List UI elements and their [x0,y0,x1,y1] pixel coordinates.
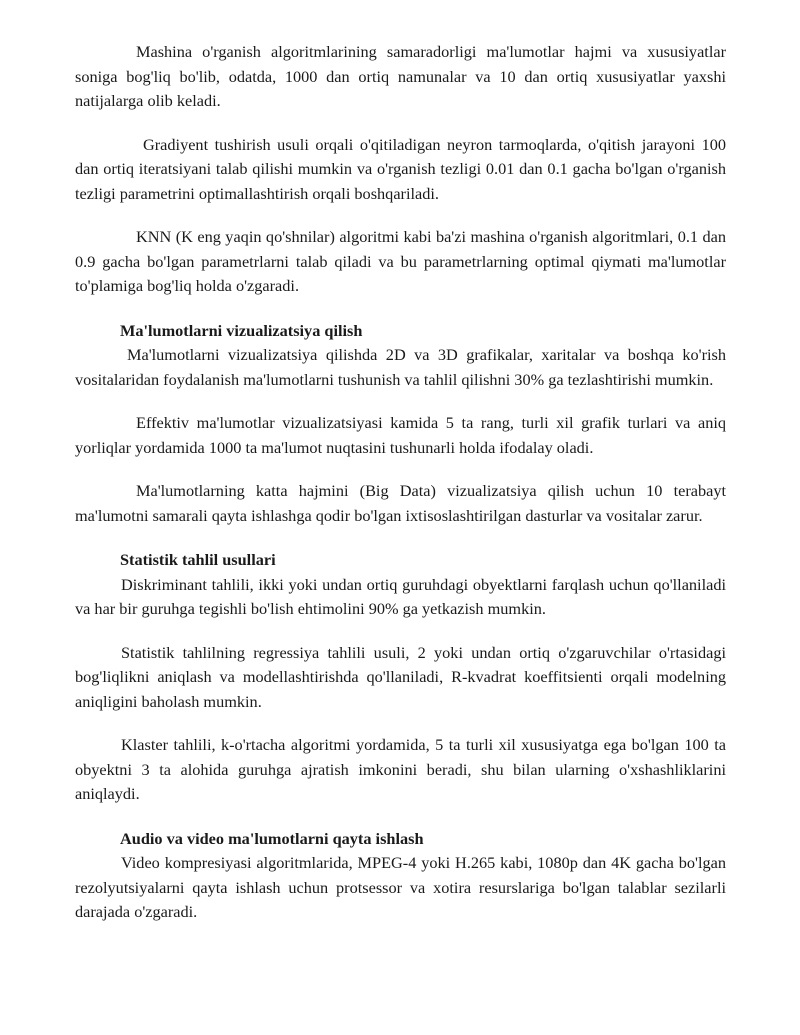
paragraph: Gradiyent tushirish usuli orqali o'qitiladigan neyron tarmoqlarda, o'qitish jarayoni 100 dan ortiq iteratsiyani talab qilishi mumkin va o'rganish tezligi 0.01 dan 0.1 gacha bo'lgan o'rganish tezligi parametrini optimallashtirish orqali boshqariladi. [75,134,726,203]
section-heading: Statistik tahlil usullari [120,550,276,569]
paragraph: Effektiv ma'lumotlar vizualizatsiyasi kamida 5 ta rang, turli xil grafik turlari va aniq yorliqlar yordamida 1000 ta ma'lumot nuqtasini tushunarli holda ifodalay oladi. [75,413,726,457]
section-heading: Audio va video ma'lumotlarni qayta ishlash [120,828,424,848]
paragraph: Mashina o'rganish algoritmlarining samaradorligi ma'lumotlar hajmi va xususiyatlar soniga bog'liq bo'lib, odatda, 1000 dan ortiq namunalar va 10 dan ortiq xususiyatlar yaxshi natijalarga olib keladi. [75,42,726,110]
paragraph: Ma'lumotlarni vizualizatsiya qilishda 2D va 3D grafikalar, xaritalar va boshqa ko'rish vositalaridan foydalanish ma'lumotlarni tushunish va tahlil qilishni 30% ga tezlashtirishi mumkin. [75,345,726,389]
paragraph: Statistik tahlilning regressiya tahlili usuli, 2 yoki undan ortiq o'zgaruvchilar o'rtasidagi bog'liqlikni aniqlash va modellashtirishda qo'llaniladi, R-kvadrat koeffitsienti orqali modelning aniqligini baholash mumkin. [75,642,726,711]
document-page [75,40,726,925]
paragraph: KNN (K eng yaqin qo'shnilar) algoritmi kabi ba'zi mashina o'rganish algoritmlari, 0.1 dan 0.9 gacha bo'lgan parametrlarni talab qiladi va bu parametrlarning optimal qiymati ma'lumotlar to'plamiga bog'liq holda o'zgaradi. [75,227,726,295]
section-heading: Ma'lumotlarni vizualizatsiya qilish [120,320,363,340]
paragraph: Ma'lumotlarning katta hajmini (Big Data) vizualizatsiya qilish uchun 10 terabayt ma'lumotni samarali qayta ishlashga qodir bo'lgan ixtisoslashtirilgan dasturlar va vositalar zarur. [75,481,726,525]
paragraph: Video kompresiyasi algoritmlarida, MPEG-4 yoki H.265 kabi, 1080p dan 4K gacha bo'lgan rezolyutsiyalarni qayta ishlash uchun protsessor va xotira resurslariga bo'lgan talablar sezilarli darajada o'zgaradi. [75,853,726,921]
paragraph: Diskriminant tahlili, ikki yoki undan ortiq guruhdagi obyektlarni farqlash uchun qo'llaniladi va har bir guruhga tegishli bo'lish ehtimolini 90% ga yetkazish mumkin. [75,574,726,618]
paragraph: Klaster tahlili, k-o'rtacha algoritmi yordamida, 5 ta turli xil xususiyatga ega bo'lgan 100 ta obyektni 3 ta alohida guruhga ajratish imkonini beradi, shu bilan ularning o'xshashliklarini aniqlaydi. [75,735,726,803]
